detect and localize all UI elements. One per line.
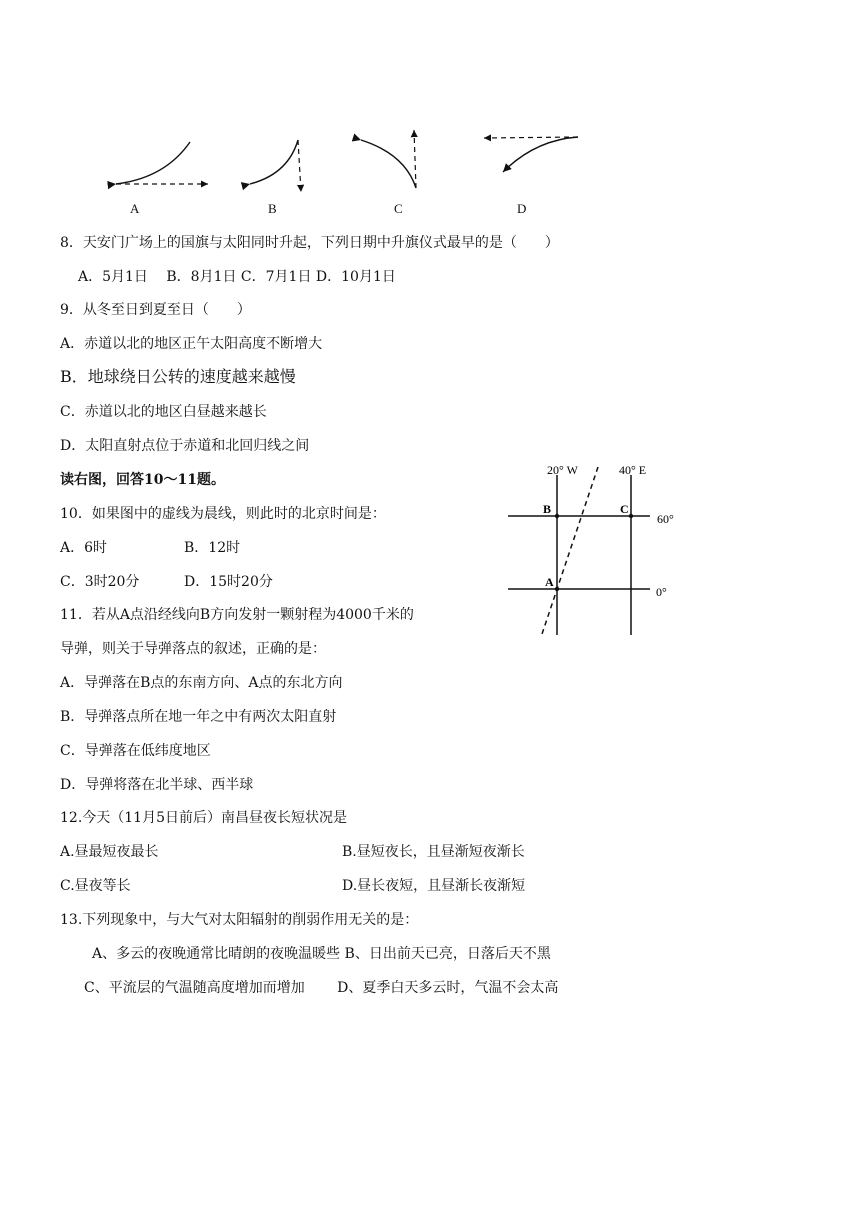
point-b-dot	[555, 514, 559, 518]
curve-label-d: D	[517, 201, 527, 216]
q13-options-ab: A、多云的夜晚通常比晴朗的夜晚温暖些 B、日出前天已亮，日落后天不黑	[92, 946, 551, 962]
q10-option-b: B．12时	[184, 540, 241, 556]
q9-option-d: D．太阳直射点位于赤道和北回归线之间	[60, 438, 310, 454]
q12-option-a: A.昼最短夜最长	[60, 844, 159, 860]
q10-stem: 10．如果图中的虚线为晨线，则此时的北京时间是：	[60, 506, 386, 522]
q11-stem-line1: 11．若从A点沿经线向B方向发射一颗射程为4000千米的	[60, 607, 414, 623]
point-c-dot	[629, 514, 633, 518]
label-point-c: C	[620, 502, 629, 516]
curve-figures	[0, 120, 860, 320]
curve-figure-c	[361, 130, 416, 188]
label-60-lat: 60°	[657, 512, 674, 526]
label-0-lat: 0°	[656, 585, 667, 599]
q12-option-b: B.昼短夜长，且昼渐短夜渐长	[342, 844, 525, 860]
q9-stem: 9．从冬至日到夏至日（ ）	[60, 302, 251, 318]
curve-figure-d	[484, 137, 578, 172]
q12-option-d: D.昼长夜短，且昼渐长夜渐短	[342, 878, 526, 894]
q9-option-c: C．赤道以北的地区白昼越来越长	[60, 404, 267, 420]
q8-options: A．5月1日 B．8月1日 C．7月1日 D．10月1日	[78, 269, 396, 285]
point-a-dot	[555, 587, 559, 591]
terminator-line	[541, 467, 598, 637]
label-20w: 20° W	[547, 463, 578, 477]
q12-stem: 12.今天（11月5日前后）南昌昼夜长短状况是	[60, 810, 347, 826]
curve-figure-a	[116, 142, 208, 184]
section-intro: 读右图，回答10～11题。	[60, 472, 225, 488]
label-40e: 40° E	[619, 463, 647, 477]
q11-option-a: A．导弹落在B点的东南方向、A点的东北方向	[60, 675, 343, 691]
graticule-diagram	[500, 455, 690, 645]
label-point-a: A	[545, 575, 554, 589]
label-point-b: B	[543, 502, 552, 516]
q12-option-c: C.昼夜等长	[60, 878, 131, 894]
q13-stem: 13.下列现象中，与大气对太阳辐射的削弱作用无关的是：	[60, 912, 419, 928]
curve-label-c: C	[394, 201, 403, 216]
q13-options-cd: C、平流层的气温随高度增加而增加 D、夏季白天多云时，气温不会太高	[84, 980, 559, 996]
q11-option-d: D．导弹将落在北半球、西半球	[60, 777, 254, 793]
q8-stem: 8．天安门广场上的国旗与太阳同时升起，下列日期中升旗仪式最早的是（ ）	[60, 235, 559, 251]
q11-option-b: B．导弹落点所在地一年之中有两次太阳直射	[60, 709, 337, 725]
q11-stem-line2: 导弹，则关于导弹落点的叙述，正确的是：	[60, 641, 326, 657]
q10-option-d: D．15时20分	[184, 574, 273, 590]
q9-option-a: A．赤道以北的地区正午太阳高度不断增大	[60, 336, 323, 352]
curve-label-a: A	[130, 201, 140, 216]
q11-option-c: C．导弹落在低纬度地区	[60, 743, 211, 759]
curve-label-b: B	[268, 201, 277, 216]
q10-option-a: A．6时	[60, 540, 108, 556]
curve-figure-b	[250, 140, 301, 192]
q9-option-b: B．地球绕日公转的速度越来越慢	[60, 367, 296, 386]
q10-option-c: C．3时20分	[60, 574, 140, 590]
